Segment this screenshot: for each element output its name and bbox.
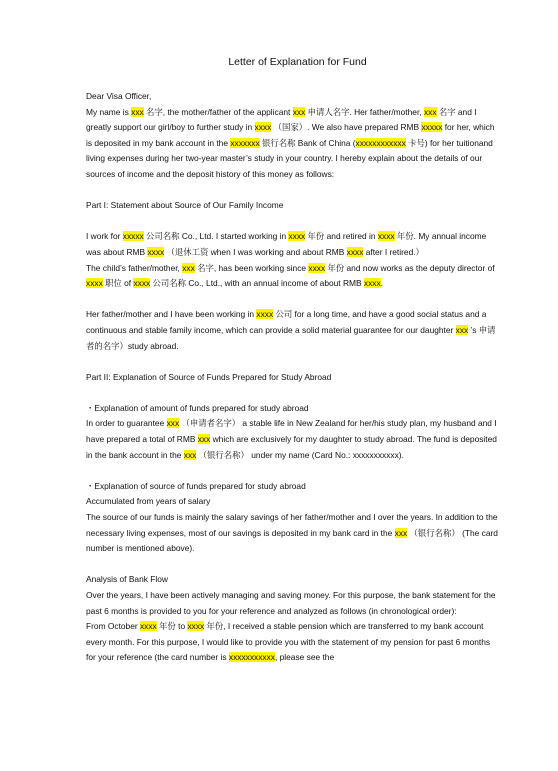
placeholder-highlight: xxxx: [139, 621, 157, 632]
text-run: （银行名称） (The card number is mentioned above).: [86, 527, 498, 554]
paragraph-part2: [86, 370, 501, 386]
paragraph-gap: [86, 385, 501, 401]
paragraph-gap: [86, 183, 501, 199]
text-run: 年份. My annual income was about RMB: [86, 231, 487, 257]
paragraph-child: [86, 261, 501, 292]
text-run: Part I: Statement about Source of Our Family Income: [86, 200, 284, 211]
placeholder-highlight: xxxx: [187, 621, 205, 632]
text-run: In order to guarantee: [86, 418, 167, 429]
placeholder-highlight: xxxxxxxxxxx: [228, 652, 275, 663]
text-run: （申请者名字） a stable life in New Zealand for her/his study plan, my husband and I have prepared a total of RMB: [86, 418, 497, 445]
text-run: 名字, has been working since: [194, 262, 309, 273]
text-run: Part II: Explanation of Source of Funds Prepared for Study Abroad: [86, 371, 332, 382]
text-run: Accumulated from years of salary: [86, 496, 211, 507]
placeholder-highlight: xxxx: [363, 278, 381, 289]
paragraph-gap: [86, 214, 501, 230]
placeholder-highlight: xxxx: [133, 278, 151, 289]
text-run: 年份, I received a stable pension which are transferred to my bank account every month. For this purpose, I would like to provide you with the statement of my pension for past 6 months for your reference (the card number is: [86, 621, 491, 663]
text-run: （国家）. We also have prepared RMB: [271, 122, 422, 133]
paragraph-part1: [86, 198, 501, 214]
placeholder-highlight: xxxx: [147, 246, 165, 257]
placeholder-highlight: xxxx: [308, 262, 326, 273]
text-run: for her, which is deposited in my bank account in the: [86, 122, 495, 148]
placeholder-highlight: xxx: [455, 324, 469, 335]
placeholder-highlight: xxxx: [254, 122, 272, 133]
text-run: 申请人名字. Her father/mother,: [305, 106, 424, 117]
paragraph-gap: [86, 354, 501, 370]
text-run: 年份 and now works as the deputy director of: [325, 262, 495, 273]
text-run: From October: [86, 621, 140, 632]
placeholder-highlight: xxx: [197, 434, 211, 445]
text-run: Dear Visa Officer,: [86, 91, 152, 101]
document-body: [86, 89, 501, 666]
paragraph-work: [86, 229, 501, 260]
text-run: The child’s father/mother,: [86, 262, 183, 273]
text-run: which are exclusively for my daughter to study abroad. The fund is deposited in the bank account in the: [86, 434, 497, 460]
text-run: 名字 and I greatly support our girl/boy to further study in: [86, 106, 477, 133]
placeholder-highlight: xxxx: [377, 231, 395, 242]
placeholder-highlight: xxxx: [256, 309, 274, 320]
paragraph-bullet1: [86, 401, 501, 417]
paragraph-gap: [86, 557, 501, 573]
text-run: 银行名称 Bank of China (: [259, 137, 356, 148]
text-run: （退休工资 when I was working and about RMB: [164, 246, 347, 257]
placeholder-highlight: xxx: [292, 106, 306, 117]
text-run: I work for: [86, 231, 123, 242]
placeholder-highlight: xxxx: [346, 246, 364, 257]
placeholder-highlight: xxx: [423, 106, 437, 117]
text-run: 公司名称 Co., Ltd., with an annual income of about RMB: [150, 278, 364, 289]
placeholder-highlight: xxx: [394, 527, 408, 538]
text-run: The source of our funds is mainly the salary savings of her father/mother and I over the years. In addition to the necessary living expenses, most of our savings is deposited in my bank card in the: [86, 512, 498, 538]
paragraph-salutation: [86, 89, 501, 105]
text-run: ’s 申请者的名字）study abroad.: [86, 324, 496, 351]
paragraph-intro: [86, 105, 501, 183]
text-run: 职位 of: [102, 278, 134, 289]
placeholder-highlight: xxx: [183, 449, 197, 460]
text-run: ・Explanation of amount of funds prepared for study abroad: [86, 402, 309, 413]
paragraph-gap: [86, 292, 501, 308]
text-run: ・Explanation of source of funds prepared for study abroad: [86, 480, 306, 491]
paragraph-analysis: [86, 572, 501, 588]
text-run: , please see the: [274, 652, 335, 663]
text-run: 公司 for a long time, and have a good social status and a continuous and stable family income, which can provide a solid material guarantee for our daughter: [86, 309, 487, 335]
placeholder-highlight: xxxxx: [421, 122, 443, 133]
placeholder-highlight: xxxxxxxxxxxx: [355, 137, 406, 148]
text-run: 公司名称 Co., Ltd. I started working in: [143, 231, 289, 242]
text-run: Over the years, I have been actively managing and saving money. For this purpose, the bank statement for the past 6 months is provided to you for your reference and analyzed as follows (in chronological order):: [86, 590, 496, 616]
placeholder-highlight: xxx: [182, 262, 195, 273]
placeholder-highlight: xxx: [131, 106, 144, 117]
text-run: 年份 and retired in: [305, 231, 378, 242]
paragraph-october: [86, 619, 501, 666]
paragraph-bullet2: [86, 479, 501, 495]
text-run: My name is: [86, 106, 132, 117]
text-run: （银行名称） under my name (Card No.: xxxxxxxxxxx).: [196, 449, 404, 460]
text-run: .: [380, 278, 383, 289]
paragraph-years: [86, 588, 501, 619]
text-run: Her father/mother and I have been working in: [86, 309, 257, 320]
text-run: 年份 to: [156, 621, 188, 632]
paragraph-source: [86, 510, 501, 557]
placeholder-highlight: xxxxxxx: [230, 137, 260, 148]
placeholder-highlight: xxxx: [86, 278, 103, 289]
placeholder-highlight: xxx: [166, 418, 180, 429]
text-run: 卡号) for her tuitionand living expenses during her two-year master’s study in your country. I hereby explain about the details of our sources of income and the deposit history of this money as follows:: [86, 137, 493, 179]
placeholder-highlight: xxxxx: [122, 231, 144, 242]
paragraph-together: [86, 307, 501, 354]
paragraph-accum: [86, 494, 501, 510]
placeholder-highlight: xxxx: [288, 231, 306, 242]
text-run: after I retired.）: [363, 246, 424, 257]
paragraph-guarantee: [86, 416, 501, 463]
text-run: 名字, the mother/father of the applicant: [143, 106, 293, 117]
text-run: Analysis of Bank Flow: [86, 574, 168, 585]
document-title: Letter of Explanation for Fund: [228, 56, 367, 68]
paragraph-gap: [86, 463, 501, 479]
